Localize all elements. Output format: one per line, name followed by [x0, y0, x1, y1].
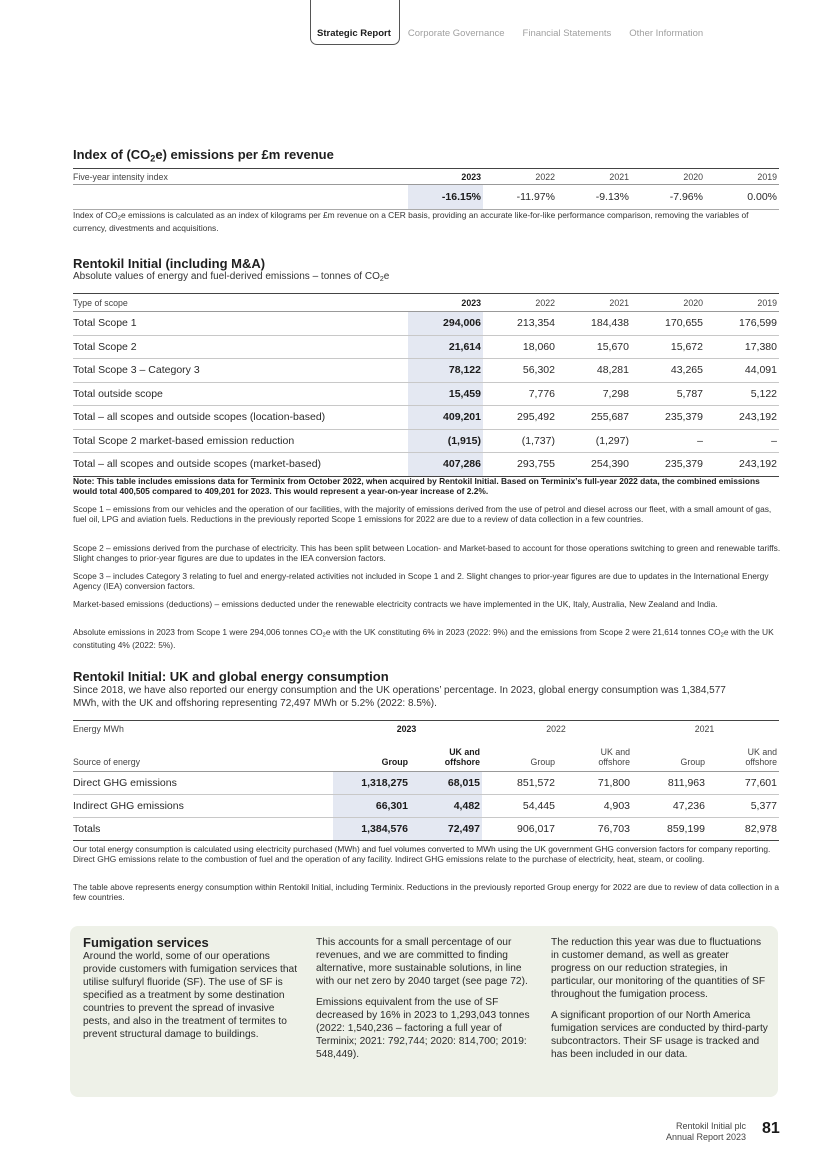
cell-value: 15,459: [408, 382, 483, 406]
cell-value: 43,265: [670, 364, 703, 377]
scope3-note: Scope 3 – includes Category 3 relating to fuel and energy-related activities not included in Scope 1 and 2. Slight changes to prior-year figures are due to updates in the International Energy Agency (IEA) conversion factors.: [73, 571, 769, 592]
cell-value: 4,903: [603, 800, 630, 812]
cell-value: 906,017: [517, 823, 555, 835]
energy-note-1: Our total energy consumption is calculated using electricity purchased (MWh) and fuel volumes converted to MWh using the UK government GHG conversion factors for company reporting. Direct GHG emissions relate to the combustion of fuel and the operation of any facility. Indirect GHG emissions relate to the purchase of electricity, heat, steam, or cooling.: [73, 844, 771, 865]
cell-value: 5,787: [676, 387, 703, 400]
emissions-note: Note: This table includes emissions data for Terminix from October 2022, when acquired by Rentokil Initial. Based on Terminix’s full-year 2022 data, the combined emissions would total 400,505 compared to 409,201 for 2023. This would represent a year-on-year increase of 2.2%.: [73, 476, 760, 497]
year-header: 2022: [535, 297, 555, 308]
table-row: [73, 818, 779, 841]
tab-strategic-report[interactable]: Strategic Report: [310, 0, 400, 45]
cell-value: 71,800: [597, 777, 630, 789]
cell-value: 851,572: [517, 777, 555, 789]
energy-title: Rentokil Initial: UK and global energy consumption: [73, 669, 389, 684]
cell-value: (1,915): [408, 429, 483, 453]
tab-financial-statements[interactable]: Financial Statements: [522, 28, 612, 39]
col-header: UK and offshore: [745, 746, 777, 767]
cell-value: 1,384,576: [333, 818, 410, 841]
cell-value: 235,379: [665, 458, 703, 471]
tab-corporate-governance[interactable]: Corporate Governance: [407, 28, 505, 39]
fumigation-title: Fumigation services: [83, 935, 209, 950]
cell-value: 243,192: [739, 411, 777, 424]
fumigation-text: The reduction this year was due to fluctuations in customer demand, as well as greater progress on our reduction strategies, in particular, our monitoring of the quantities of SF throughout the fumigation process.: [551, 937, 766, 1001]
fumigation-col-2: [316, 936, 534, 1069]
market-note: Market-based emissions (deductions) – emissions deducted under the renewable electricity contracts we have implemented in the UK, Italy, Australia, New Zealand and India.: [73, 599, 718, 609]
cell-value: –: [697, 434, 703, 447]
cell-value: 72,497: [410, 818, 482, 841]
tab-other-information[interactable]: Other Information: [629, 28, 704, 39]
cell-value: -9.13%: [595, 191, 629, 203]
year-header: 2019: [757, 297, 777, 308]
section-nav: [310, 0, 721, 44]
energy-table: [73, 720, 779, 841]
cell-value: 243,192: [739, 458, 777, 471]
cell-value: 56,302: [522, 364, 555, 377]
cell-value: -16.15%: [408, 185, 483, 210]
col-header: UK and offshore: [598, 746, 630, 767]
cell-value: 17,380: [744, 340, 777, 353]
cell-value: 176,599: [739, 317, 777, 330]
table-row: [73, 359, 779, 383]
year-header: 2020: [683, 171, 703, 182]
intensity-note: Index of $CO_2e$ emissions is calculated as an index of kilograms per £m revenue on a CER basis, providing an accurate like-for-like performance comparison, removing the variables of currency, divestments and acquisitions.: [73, 210, 749, 233]
table-header-row: [73, 169, 779, 185]
year-header: 2020: [683, 297, 703, 308]
page-number: 81: [762, 1120, 780, 1137]
cell-value: 21,614: [408, 335, 483, 359]
footer-info: [666, 1121, 746, 1143]
cell-value: 7,776: [528, 387, 555, 400]
col-header: Group: [530, 756, 555, 767]
cell-value: 409,201: [408, 406, 483, 430]
row-label: Total Scope 3 – Category 3: [73, 364, 200, 377]
table-row: [73, 429, 779, 453]
fumigation-text: This accounts for a small percentage of our revenues, and we are committed to finding alternative, more sustainable solutions, in line with our net zero by 2040 target (see page 72).: [316, 937, 528, 988]
emissions-table: [73, 293, 779, 477]
row-label: Total – all scopes and outside scopes (location-based): [73, 411, 326, 424]
row-label: Total Scope 2 market-based emission reduction: [73, 434, 295, 447]
year-header: 2022: [546, 724, 566, 735]
col-header: Group: [381, 756, 408, 767]
cell-value: 235,379: [665, 411, 703, 424]
header-label: Energy MWh: [73, 724, 124, 735]
cell-value: 18,060: [522, 340, 555, 353]
table-row: [73, 185, 779, 210]
cell-value: 44,091: [744, 364, 777, 377]
cell-value: 54,445: [522, 800, 555, 812]
row-label: Total Scope 1: [73, 317, 137, 330]
cell-value: 47,236: [672, 800, 705, 812]
year-header: 2023: [461, 297, 481, 308]
cell-value: 5,122: [750, 387, 777, 400]
table-row: [73, 312, 779, 336]
table-row: [73, 335, 779, 359]
row-label: Totals: [73, 823, 101, 835]
emissions-title: Rentokil Initial (including M&A): [73, 256, 266, 271]
table-row: [73, 382, 779, 406]
year-header: 2021: [609, 171, 629, 182]
emissions-subtitle: Absolute values of energy and fuel-derived emissions – tonnes of $CO_2e$: [73, 271, 390, 283]
scope2-note: Scope 2 – emissions derived from the purchase of electricity. This has been split between Location- and Market-based to account for those operations switching to green and renewable tariffs. Slight changes to prior-year figures are due to updates in the IEA conversion factors.: [73, 543, 781, 564]
table-header-row: [73, 294, 779, 312]
cell-value: 77,601: [744, 777, 777, 789]
cell-value: 15,672: [670, 340, 703, 353]
cell-value: 811,963: [667, 777, 705, 789]
cell-value: 295,492: [517, 411, 555, 424]
table-row: [73, 772, 779, 795]
col-header: UK and offshore: [444, 746, 480, 767]
year-header: 2022: [535, 171, 555, 182]
table-row: [73, 795, 779, 818]
header-label: Five-year intensity index: [73, 171, 168, 182]
col-header: Group: [680, 756, 705, 767]
cell-value: -11.97%: [516, 191, 555, 203]
cell-value: 255,687: [591, 411, 629, 424]
absolute-note: Absolute emissions in 2023 from Scope 1 were 294,006 tonnes $CO_2e$ with the UK constituting 6% in 2023 (2022: 9%) and the emissions from Scope 2 were 21,614 tonnes $CO_2e$ with the UK constituting 4% (2022: 5%).: [73, 627, 774, 650]
energy-note-2: The table above represents energy consumption within Rentokil Initial, including Terminix. Reductions in the previously reported Group energy for 2022 are due to review of data collection in a few countries.: [73, 882, 780, 903]
fumigation-text: Around the world, some of our operations provide customers with fumigation services that utilise sulfuryl fluoride (SF). The use of SF is specified as a treatment by some destination countries to prevent the spread of invasive pests, and also in the treatment of termites to prevent structural damage to buildings.: [83, 951, 298, 1041]
cell-value: 78,122: [408, 359, 483, 383]
cell-value: (1,737): [521, 434, 555, 447]
row-label: Total outside scope: [73, 387, 163, 400]
year-header: 2023: [461, 171, 481, 182]
row-label: Direct GHG emissions: [73, 777, 177, 789]
cell-value: 4,482: [410, 795, 482, 818]
cell-value: 213,354: [517, 317, 555, 330]
cell-value: 254,390: [591, 458, 629, 471]
source-label: Source of energy: [73, 756, 140, 767]
fumigation-col-3: [551, 936, 771, 1069]
cell-value: 7,298: [602, 387, 629, 400]
year-header: 2021: [694, 724, 715, 735]
cell-value: 293,755: [517, 458, 555, 471]
cell-value: 66,301: [333, 795, 410, 818]
table-row: [73, 453, 779, 477]
fumigation-text: Emissions equivalent from the use of SF decreased by 16% in 2023 to 1,293,043 tonnes (2022: 1,540,236 – factoring a full year of Terminix; 2021: 792,744; 2020: 814,700; 2019: 548,449).: [316, 997, 530, 1061]
cell-value: 48,281: [596, 364, 629, 377]
cell-value: 68,015: [410, 772, 482, 795]
cell-value: 184,438: [591, 317, 629, 330]
cell-value: 0.00%: [747, 191, 777, 203]
cell-value: 5,377: [750, 800, 777, 812]
cell-value: -7.96%: [669, 191, 703, 203]
cell-value: 859,199: [667, 823, 705, 835]
table-header-row: [73, 738, 779, 772]
scope1-note: Scope 1 – emissions from our vehicles and the operation of our facilities, with the majority of emissions derived from the use of petrol and diesel across our fleet, with a small amount of gas, fuel oil, LPG and aviation fuels. Reductions in the previously reported Scope 1 emissions for 2022 are due to a review of data collection in a few countries.: [73, 504, 772, 525]
table-header-row: [73, 721, 779, 738]
cell-value: 294,006: [408, 312, 483, 336]
energy-intro: Since 2018, we have also reported our energy consumption and the UK operations’ percentage. In 2023, global energy consumption was 1,384,577 MWh, with the UK and offshoring representing 72,497 MWh or 5.2% (2022: 8.5%).: [73, 685, 726, 709]
cell-value: 15,670: [596, 340, 629, 353]
report-name: Annual Report 2023: [665, 1131, 746, 1142]
company-name: Rentokil Initial plc: [675, 1121, 746, 1131]
row-label: Total Scope 2: [73, 340, 137, 353]
row-label: Total – all scopes and outside scopes (market-based): [73, 458, 322, 471]
year-header: 2019: [757, 171, 777, 182]
year-header: 2021: [609, 297, 629, 308]
cell-value: 170,655: [665, 317, 703, 330]
cell-value: (1,297): [595, 434, 629, 447]
table-row: [73, 406, 779, 430]
header-label: Type of scope: [73, 297, 128, 308]
cell-value: 82,978: [744, 823, 777, 835]
cell-value: 1,318,275: [333, 772, 410, 795]
cell-value: –: [771, 434, 777, 447]
fumigation-text: A significant proportion of our North America fumigation services are conducted by third-party subcontractors. Their SF usage is tracked and has been included in our data.: [551, 1010, 768, 1061]
fumigation-col-1: [83, 950, 299, 1049]
intensity-title: Index of $(CO_2e)$ emissions per £m revenue: [73, 147, 334, 164]
cell-value: 407,286: [408, 453, 483, 477]
year-header: 2023: [396, 724, 417, 735]
row-label: Indirect GHG emissions: [73, 800, 184, 812]
cell-value: 76,703: [597, 823, 630, 835]
intensity-table: [73, 168, 779, 210]
